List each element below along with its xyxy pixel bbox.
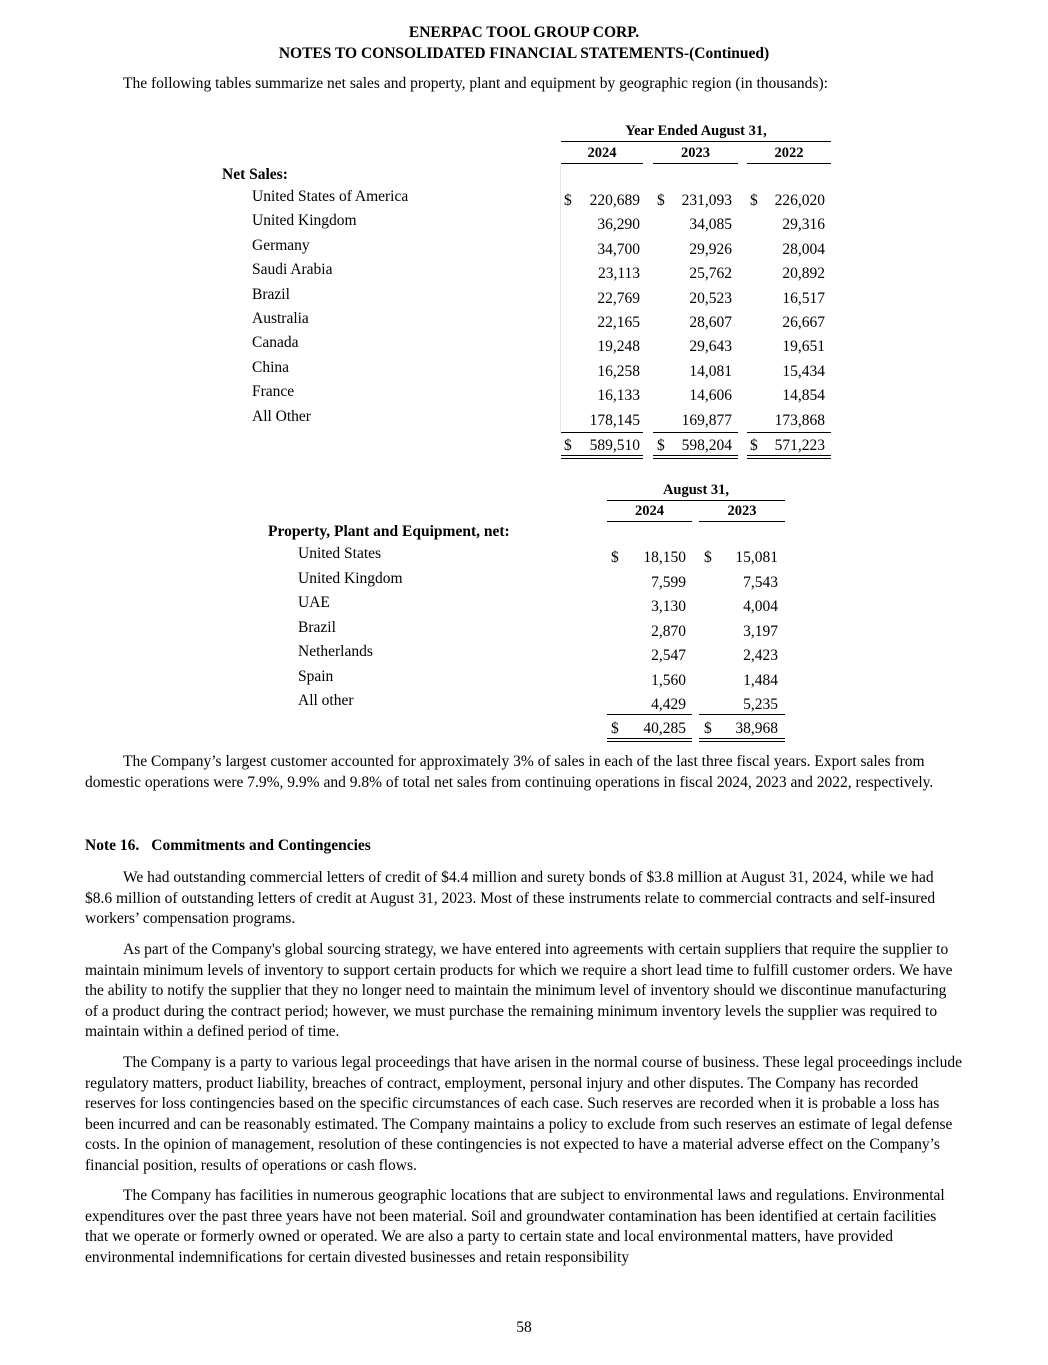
net-sales-cell: 28,607 xyxy=(689,314,732,331)
net-sales-total-dollar: $ xyxy=(564,437,572,454)
net-sales-row-label: Germany xyxy=(252,236,310,254)
net-sales-cell: 26,667 xyxy=(782,314,825,331)
net-sales-row-label: Canada xyxy=(252,334,299,352)
ppe-total-dollar: $ xyxy=(611,720,619,737)
ppe-period-header: August 31, xyxy=(662,482,730,498)
net-sales-total-dollar: $ xyxy=(750,437,758,454)
net-sales-year-2022: 2022 xyxy=(774,145,804,161)
note-16-paragraph-1 xyxy=(85,868,963,930)
page-subtitle: NOTES TO CONSOLIDATED FINANCIAL STATEMENTS-(Continued) xyxy=(278,45,770,62)
net-sales-row-label: Saudi Arabia xyxy=(252,261,333,279)
net-sales-cell: 22,769 xyxy=(597,289,640,307)
net-sales-cell: 20,892 xyxy=(782,265,825,283)
intro-text: The following tables summarize net sales and property, plant and equipment by geographic region (in thousands): xyxy=(123,75,828,92)
ppe-dollar-sign: $ xyxy=(611,549,619,566)
net-sales-total-dollar: $ xyxy=(657,437,665,454)
ppe-row-label: Spain xyxy=(298,667,334,685)
net-sales-cell: 231,093 xyxy=(681,192,732,209)
net-sales-cell: 19,248 xyxy=(597,338,640,356)
ppe-cell: 2,870 xyxy=(651,622,686,640)
ppe-row-label: All other xyxy=(298,692,354,709)
note-16-paragraph-text: We had outstanding commercial letters of credit of $4.4 million and surety bonds of $3.8 million at August 31, 2024, while we had $8.6 million of outstanding letters of credit at August 31, 2023. Most of these instruments relate to commercial contracts and self-insured workers’ compensation programs. xyxy=(85,869,936,927)
net-sales-total-2023: 598,204 xyxy=(681,437,732,454)
net-sales-cell: 28,004 xyxy=(782,240,825,258)
ppe-cell: 1,560 xyxy=(651,671,686,689)
ppe-year-2024: 2024 xyxy=(635,503,664,519)
ppe-row-label: Netherlands xyxy=(298,643,373,660)
net-sales-cell: 29,316 xyxy=(782,216,825,234)
net-sales-cell: 29,643 xyxy=(689,338,732,356)
company-name: ENERPAC TOOL GROUP CORP. xyxy=(408,24,640,41)
note-16-paragraph-4 xyxy=(85,1186,963,1268)
net-sales-cell: 14,606 xyxy=(689,387,732,405)
note-16-number: Note 16. xyxy=(85,837,140,854)
ppe-year-2023: 2023 xyxy=(727,503,757,519)
net-sales-cell: 173,868 xyxy=(774,411,825,429)
net-sales-total-2022: 571,223 xyxy=(774,437,825,454)
net-sales-table xyxy=(0,0,1048,470)
ppe-cell: 4,004 xyxy=(743,598,778,615)
net-sales-cell: 14,854 xyxy=(782,387,825,405)
net-sales-year-2024: 2024 xyxy=(587,145,617,161)
note-16-paragraph-3 xyxy=(85,1053,963,1176)
net-sales-row-label: France xyxy=(252,383,295,401)
note-16-heading xyxy=(85,837,371,855)
net-sales-cell: 169,877 xyxy=(681,411,732,429)
net-sales-cell: 178,145 xyxy=(589,411,640,429)
ppe-dollar-sign: $ xyxy=(704,549,712,566)
ppe-cell: 3,130 xyxy=(651,598,686,615)
net-sales-cell: 25,762 xyxy=(689,265,732,283)
net-sales-cell: 226,020 xyxy=(774,192,825,209)
net-sales-cell: 16,258 xyxy=(597,362,640,380)
net-sales-cell: 16,133 xyxy=(597,387,640,405)
net-sales-cell: 36,290 xyxy=(597,216,640,234)
net-sales-cell: 15,434 xyxy=(782,362,825,380)
note-16-title: Commitments and Contingencies xyxy=(151,837,371,854)
note-16-paragraph-text: The Company is a party to various legal proceedings that have arisen in the normal course of business. These legal proceedings include regulatory matters, product liability, breaches of contract, employment, personal injury and other disputes. The Company has recorded reserves for loss contingencies based on the specific circumstances of each case. Such reserves are recorded when it is probable a loss has been incurred and can be reasonably estimated. The Company maintains a policy to exclude from such reserves an estimate of legal defense costs. In the opinion of management, resolution of these contingencies is not expected to have a material adverse effect on the Company’s financial position, results of operations or cash flows. xyxy=(85,1054,963,1174)
ppe-cell: 2,423 xyxy=(743,647,778,664)
net-sales-cell: 16,517 xyxy=(782,289,825,307)
ppe-cell: 18,150 xyxy=(643,549,686,566)
note-16-paragraph-text: As part of the Company's global sourcing strategy, we have entered into agreements with certain suppliers that require the supplier to maintain minimum levels of inventory to support certain products for which we require a short lead time to fulfill customer orders. We have the ability to notify the supplier that they no longer need to maintain the minimum level of inventory should we discontinue manufacturing of a product during the contract period; however, we must purchase the remaining minimum inventory levels the supplier was required to maintain within a defined period of time. xyxy=(85,941,953,1040)
ppe-total-dollar: $ xyxy=(704,720,712,737)
ppe-cell: 7,599 xyxy=(651,573,686,591)
net-sales-cell: 220,689 xyxy=(589,192,640,209)
ppe-total-2023: 38,968 xyxy=(735,720,778,737)
net-sales-total-2024: 589,510 xyxy=(589,437,640,454)
net-sales-cell: 20,523 xyxy=(689,289,732,307)
net-sales-row-label: Australia xyxy=(252,310,309,327)
net-sales-cell: 29,926 xyxy=(689,240,732,258)
ppe-cell: 5,235 xyxy=(743,696,778,713)
ppe-section-label: Property, Plant and Equipment, net: xyxy=(268,523,510,540)
customer-paragraph-text: The Company’s largest customer accounted for approximately 3% of sales in each of the last three fiscal years. Export sales from domestic operations were 7.9%, 9.9% and 9.8% of total net sales from continuing operations in fiscal 2024, 2023 and 2022, respectively. xyxy=(85,753,934,791)
net-sales-cell: 19,651 xyxy=(782,338,825,356)
net-sales-cell: 14,081 xyxy=(689,362,732,380)
ppe-row-label: United Kingdom xyxy=(298,569,403,587)
net-sales-cell: 34,700 xyxy=(597,240,640,258)
net-sales-section-label: Net Sales: xyxy=(222,166,288,183)
note-16-paragraph-2 xyxy=(85,940,963,1043)
ppe-row-label: UAE xyxy=(298,594,330,611)
ppe-cell: 1,484 xyxy=(743,671,778,689)
ppe-row-label: Brazil xyxy=(298,618,336,636)
ppe-cell: 3,197 xyxy=(743,622,778,640)
net-sales-period-header: Year Ended August 31, xyxy=(625,123,767,139)
net-sales-cell: 22,165 xyxy=(597,314,640,331)
ppe-cell: 7,543 xyxy=(743,573,778,591)
net-sales-cell: 23,113 xyxy=(597,265,640,283)
net-sales-row-label: United States of America xyxy=(252,188,409,205)
net-sales-cell: 34,085 xyxy=(689,216,732,234)
net-sales-row-label: United Kingdom xyxy=(252,212,357,230)
net-sales-row-label: China xyxy=(252,358,290,376)
ppe-cell: 15,081 xyxy=(735,549,778,566)
net-sales-year-2023: 2023 xyxy=(681,145,710,161)
ppe-cell: 2,547 xyxy=(651,647,686,664)
net-sales-dollar-sign: $ xyxy=(750,192,758,209)
net-sales-dollar-sign: $ xyxy=(564,192,572,209)
customer-paragraph xyxy=(85,752,963,793)
net-sales-row-label: All Other xyxy=(252,407,311,425)
net-sales-dollar-sign: $ xyxy=(657,192,665,209)
ppe-total-2024: 40,285 xyxy=(643,720,686,737)
ppe-cell: 4,429 xyxy=(651,696,686,713)
net-sales-row-label: Brazil xyxy=(252,285,290,303)
ppe-row-label: United States xyxy=(298,545,382,562)
page-number: 58 xyxy=(516,1319,532,1336)
ppe-table xyxy=(0,470,1048,750)
note-16-paragraph-text: The Company has facilities in numerous geographic locations that are subject to environmental laws and regulations. Environmental expenditures over the past three years have not been material. Soil and groundwater contamination has been identified at certain facilities that we operate or formerly owned or operated. We are also a party to certain state and local environmental matters, have provided environmental indemnifications for certain divested businesses and retain responsibility xyxy=(85,1187,945,1266)
